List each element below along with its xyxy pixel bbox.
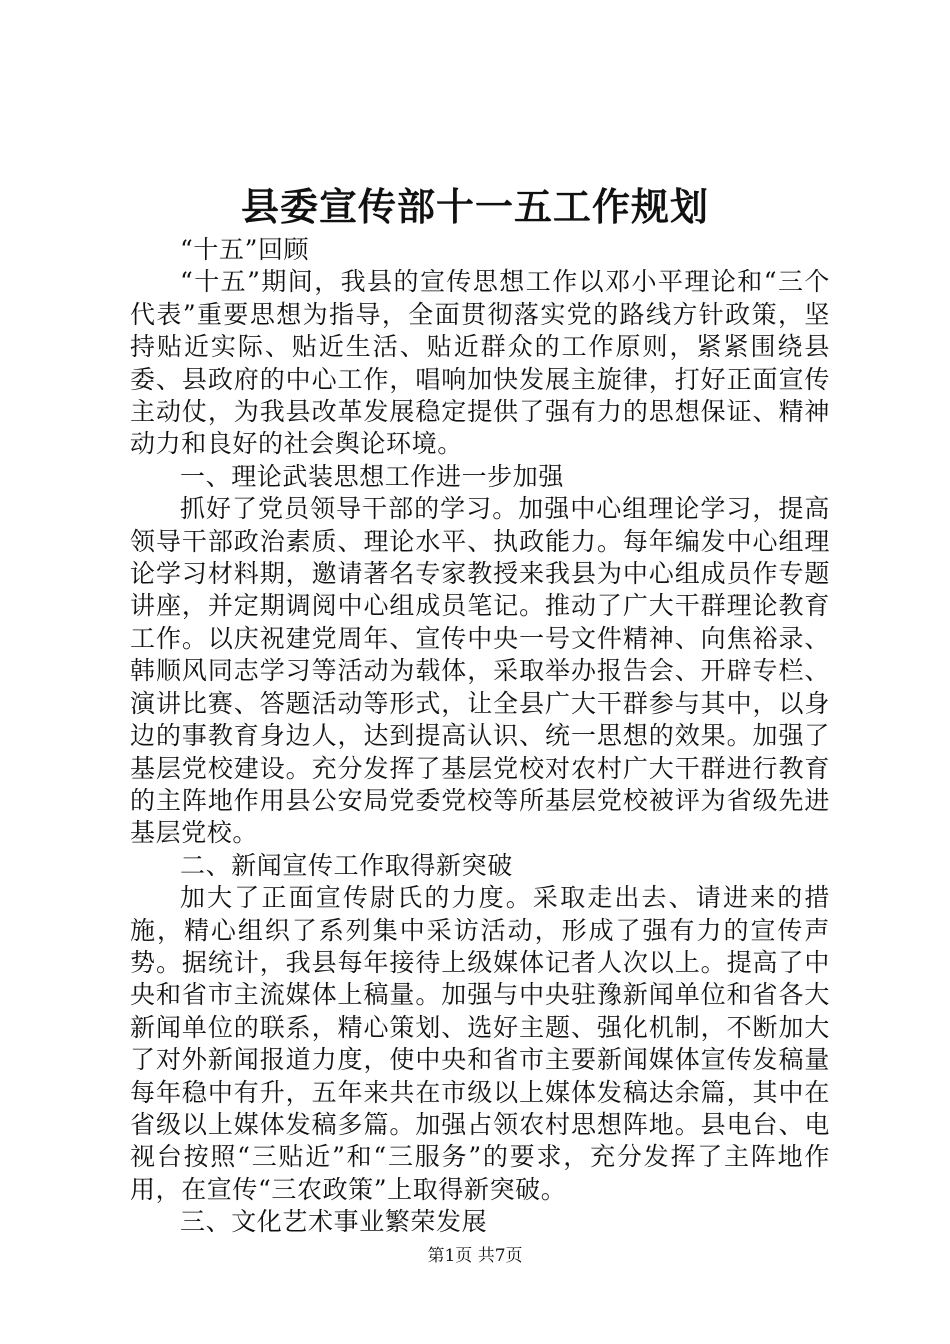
page-footer: 第1页 共7页 bbox=[427, 1246, 523, 1266]
document-title: 县委宣传部十一五工作规划 bbox=[240, 184, 709, 229]
section-heading-theory: 一、理论武装思想工作进一步加强 bbox=[180, 461, 565, 491]
document-body bbox=[130, 234, 830, 1239]
section-heading-culture: 三、文化艺术事业繁荣发展 bbox=[180, 1207, 488, 1237]
section-heading-review: “十五”回顾 bbox=[180, 235, 310, 264]
paragraph-news: 加大了正面宣传尉氏的力度。采取走出去、请进来的措施，精心组织了系列集中采访活动，形成了强有力的宣传声势。据统计，我县每年接待上级媒体记者人次以上。提高了中央和省市主流媒体上稿量。加强与中央驻豫新闻单位和省各大新闻单位的联系，精心策划、选好主题、强化机制，不断加大了对外新闻报道力度，使中央和省市主要新闻媒体宣传发稿量每年稳中有升，五年来共在市级以上媒体发稿达余篇，其中在省级以上媒体发稿多篇。加强占领农村思想阵地。县电台、电视台按照“三贴近”和“三服务”的要求，充分发挥了主阵地作用，在宣传“三农政策”上取得新突破。 bbox=[130, 883, 830, 1204]
section-heading-news: 二、新闻宣传工作取得新突破 bbox=[180, 850, 513, 880]
paragraph-theory: 抓好了党员领导干部的学习。加强中心组理论学习，提高领导干部政治素质、理论水平、执政能力。每年编发中心组理论学习材料期，邀请著名专家教授来我县为中心组成员作专题讲座，并定期调阅中心组成员笔记。推动了广大干群理论教育工作。以庆祝建党周年、宣传中央一号文件精神、向焦裕录、韩顺风同志学习等活动为载体，采取举办报告会、开辟专栏、演讲比赛、答题活动等形式，让全县广大干群参与其中，以身边的事教育身边人，达到提高认识、统一思想的效果。加强了基层党校建设。充分发挥了基层党校对农村广大干群进行教育的主阵地作用县公安局党委党校等所基层党校被评为省级先进基层党校。 bbox=[130, 494, 830, 848]
paragraph-review-summary: “十五”期间，我县的宣传思想工作以邓小平理论和“三个代表”重要思想为指导，全面贯彻落实党的路线方针政策，坚持贴近实际、贴近生活、贴近群众的工作原则，紧紧围绕县委、县政府的中心工作，唱响加快发展主旋律，打好正面宣传主动仗，为我县改革发展稳定提供了强有力的思想保证、精神动力和良好的社会舆论环境。 bbox=[130, 267, 830, 459]
